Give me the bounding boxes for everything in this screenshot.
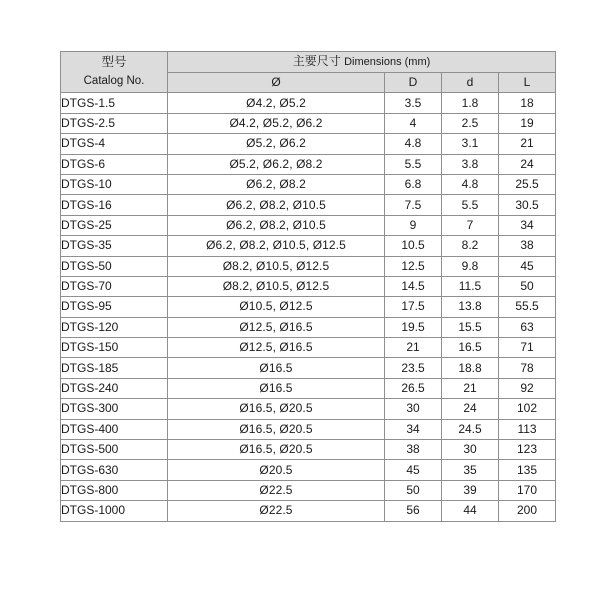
- column-header-D: D: [385, 73, 442, 93]
- outer-diameter-cell: 9: [385, 215, 442, 235]
- inner-diameter-cell: 13.8: [442, 297, 499, 317]
- catalog-cell: DTGS-120: [61, 317, 168, 337]
- column-header-d: d: [442, 73, 499, 93]
- dimensions-header-zh: 主要尺寸: [292, 54, 341, 68]
- length-cell: 21: [499, 134, 556, 154]
- catalog-cell: DTGS-70: [61, 276, 168, 296]
- diameter-cell: Ø5.2, Ø6.2: [168, 134, 385, 154]
- length-cell: 200: [499, 501, 556, 521]
- table-row: [61, 297, 556, 317]
- outer-diameter-cell: 45: [385, 460, 442, 480]
- outer-diameter-cell: 19.5: [385, 317, 442, 337]
- diameter-cell: Ø6.2, Ø8.2, Ø10.5, Ø12.5: [168, 236, 385, 256]
- inner-diameter-cell: 1.8: [442, 93, 499, 113]
- diameter-cell: Ø12.5, Ø16.5: [168, 317, 385, 337]
- length-cell: 50: [499, 276, 556, 296]
- diameter-cell: Ø16.5: [168, 358, 385, 378]
- length-cell: 170: [499, 480, 556, 500]
- diameter-cell: Ø16.5: [168, 378, 385, 398]
- outer-diameter-cell: 23.5: [385, 358, 442, 378]
- length-cell: 71: [499, 338, 556, 358]
- inner-diameter-cell: 39: [442, 480, 499, 500]
- diameter-cell: Ø16.5, Ø20.5: [168, 399, 385, 419]
- table-row: [61, 154, 556, 174]
- catalog-cell: DTGS-150: [61, 338, 168, 358]
- diameter-cell: Ø22.5: [168, 480, 385, 500]
- table-row: [61, 215, 556, 235]
- length-cell: 92: [499, 378, 556, 398]
- outer-diameter-cell: 7.5: [385, 195, 442, 215]
- catalog-header: [61, 52, 168, 93]
- length-cell: 123: [499, 440, 556, 460]
- catalog-cell: DTGS-800: [61, 480, 168, 500]
- length-cell: 25.5: [499, 174, 556, 194]
- table-header: [61, 52, 556, 93]
- table-row: [61, 480, 556, 500]
- dimensions-table: [60, 51, 556, 522]
- catalog-cell: DTGS-400: [61, 419, 168, 439]
- inner-diameter-cell: 30: [442, 440, 499, 460]
- length-cell: 38: [499, 236, 556, 256]
- inner-diameter-cell: 8.2: [442, 236, 499, 256]
- inner-diameter-cell: 44: [442, 501, 499, 521]
- table-row: [61, 113, 556, 133]
- catalog-cell: DTGS-2.5: [61, 113, 168, 133]
- catalog-cell: DTGS-185: [61, 358, 168, 378]
- outer-diameter-cell: 50: [385, 480, 442, 500]
- length-cell: 24: [499, 154, 556, 174]
- dimensions-header-en: Dimensions (mm): [344, 56, 431, 68]
- inner-diameter-cell: 5.5: [442, 195, 499, 215]
- catalog-cell: DTGS-630: [61, 460, 168, 480]
- length-cell: 102: [499, 399, 556, 419]
- table-row: [61, 276, 556, 296]
- inner-diameter-cell: 7: [442, 215, 499, 235]
- outer-diameter-cell: 26.5: [385, 378, 442, 398]
- table-row: [61, 338, 556, 358]
- length-cell: 78: [499, 358, 556, 378]
- inner-diameter-cell: 16.5: [442, 338, 499, 358]
- table-row: [61, 134, 556, 154]
- catalog-cell: DTGS-240: [61, 378, 168, 398]
- outer-diameter-cell: 12.5: [385, 256, 442, 276]
- catalog-cell: DTGS-10: [61, 174, 168, 194]
- table-row: [61, 358, 556, 378]
- outer-diameter-cell: 38: [385, 440, 442, 460]
- catalog-cell: DTGS-50: [61, 256, 168, 276]
- outer-diameter-cell: 14.5: [385, 276, 442, 296]
- inner-diameter-cell: 2.5: [442, 113, 499, 133]
- diameter-cell: Ø12.5, Ø16.5: [168, 338, 385, 358]
- catalog-cell: DTGS-6: [61, 154, 168, 174]
- inner-diameter-cell: 35: [442, 460, 499, 480]
- table-row: [61, 419, 556, 439]
- table-row: [61, 460, 556, 480]
- table-body: [61, 93, 556, 521]
- diameter-cell: Ø5.2, Ø6.2, Ø8.2: [168, 154, 385, 174]
- inner-diameter-cell: 9.8: [442, 256, 499, 276]
- outer-diameter-cell: 3.5: [385, 93, 442, 113]
- outer-diameter-cell: 4: [385, 113, 442, 133]
- table-row: [61, 256, 556, 276]
- inner-diameter-cell: 18.8: [442, 358, 499, 378]
- outer-diameter-cell: 21: [385, 338, 442, 358]
- inner-diameter-cell: 11.5: [442, 276, 499, 296]
- table-row: [61, 378, 556, 398]
- table-row: [61, 317, 556, 337]
- table-row: [61, 93, 556, 113]
- diameter-cell: Ø16.5, Ø20.5: [168, 419, 385, 439]
- length-cell: 34: [499, 215, 556, 235]
- inner-diameter-cell: 24: [442, 399, 499, 419]
- inner-diameter-cell: 21: [442, 378, 499, 398]
- diameter-cell: Ø10.5, Ø12.5: [168, 297, 385, 317]
- outer-diameter-cell: 30: [385, 399, 442, 419]
- table-row: [61, 195, 556, 215]
- inner-diameter-cell: 4.8: [442, 174, 499, 194]
- catalog-cell: DTGS-500: [61, 440, 168, 460]
- diameter-cell: Ø4.2, Ø5.2, Ø6.2: [168, 113, 385, 133]
- length-cell: 55.5: [499, 297, 556, 317]
- table-row: [61, 174, 556, 194]
- length-cell: 135: [499, 460, 556, 480]
- dimensions-header: [168, 52, 556, 73]
- inner-diameter-cell: 3.8: [442, 154, 499, 174]
- diameter-cell: Ø16.5, Ø20.5: [168, 440, 385, 460]
- diameter-cell: Ø22.5: [168, 501, 385, 521]
- diameter-cell: Ø6.2, Ø8.2, Ø10.5: [168, 195, 385, 215]
- inner-diameter-cell: 15.5: [442, 317, 499, 337]
- catalog-cell: DTGS-25: [61, 215, 168, 235]
- length-cell: 30.5: [499, 195, 556, 215]
- diameter-cell: Ø8.2, Ø10.5, Ø12.5: [168, 256, 385, 276]
- catalog-cell: DTGS-35: [61, 236, 168, 256]
- diameter-cell: Ø20.5: [168, 460, 385, 480]
- catalog-cell: DTGS-1.5: [61, 93, 168, 113]
- column-header-phi: Ø: [168, 73, 385, 93]
- diameter-cell: Ø8.2, Ø10.5, Ø12.5: [168, 276, 385, 296]
- length-cell: 45: [499, 256, 556, 276]
- catalog-cell: DTGS-1000: [61, 501, 168, 521]
- length-cell: 113: [499, 419, 556, 439]
- outer-diameter-cell: 17.5: [385, 297, 442, 317]
- length-cell: 19: [499, 113, 556, 133]
- length-cell: 63: [499, 317, 556, 337]
- catalog-header-zh: 型号: [101, 55, 127, 70]
- table-row: [61, 501, 556, 521]
- column-header-L: L: [499, 73, 556, 93]
- inner-diameter-cell: 3.1: [442, 134, 499, 154]
- diameter-cell: Ø6.2, Ø8.2, Ø10.5: [168, 215, 385, 235]
- catalog-cell: DTGS-16: [61, 195, 168, 215]
- outer-diameter-cell: 5.5: [385, 154, 442, 174]
- length-cell: 18: [499, 93, 556, 113]
- inner-diameter-cell: 24.5: [442, 419, 499, 439]
- table-row: [61, 236, 556, 256]
- diameter-cell: Ø4.2, Ø5.2: [168, 93, 385, 113]
- outer-diameter-cell: 10.5: [385, 236, 442, 256]
- outer-diameter-cell: 56: [385, 501, 442, 521]
- outer-diameter-cell: 6.8: [385, 174, 442, 194]
- catalog-cell: DTGS-4: [61, 134, 168, 154]
- catalog-header-en: Catalog No.: [83, 75, 145, 88]
- catalog-cell: DTGS-95: [61, 297, 168, 317]
- outer-diameter-cell: 4.8: [385, 134, 442, 154]
- outer-diameter-cell: 34: [385, 419, 442, 439]
- catalog-cell: DTGS-300: [61, 399, 168, 419]
- table-row: [61, 399, 556, 419]
- table-row: [61, 440, 556, 460]
- diameter-cell: Ø6.2, Ø8.2: [168, 174, 385, 194]
